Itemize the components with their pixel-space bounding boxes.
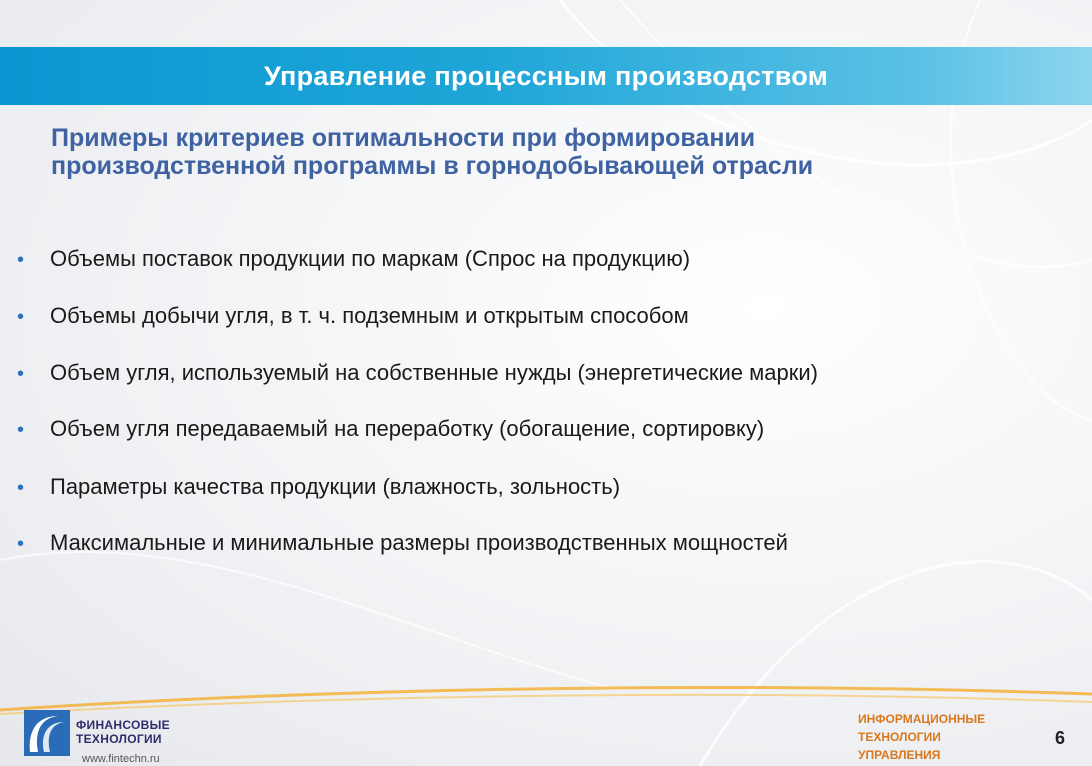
bullet-item	[17, 303, 689, 329]
bullet-item	[17, 360, 818, 386]
logo-text-line: ФИНАНСОВЫЕ	[76, 718, 170, 732]
bullet-item	[17, 474, 620, 500]
bullet-item	[17, 530, 788, 556]
bullet-dot-icon: •	[17, 363, 25, 385]
bullet-dot-icon: •	[17, 533, 25, 555]
page-number: 6	[1055, 728, 1066, 748]
title-bar	[0, 47, 1092, 105]
bullet-dot-icon: •	[17, 419, 25, 441]
slide-title: Управление процессным производством	[263, 60, 829, 91]
bullet-dot-icon: •	[17, 249, 25, 271]
bullet-dot-icon: •	[17, 306, 25, 328]
company-logo	[24, 708, 184, 764]
bullet-dot-icon: •	[17, 477, 25, 499]
logo-url: www.fintechn.ru	[82, 753, 160, 765]
fintechn-logo-icon	[24, 708, 74, 758]
bullet-text: Объемы добычи угля, в т. ч. подземным и открытым способом	[50, 303, 689, 328]
bullet-text: Объемы поставок продукции по маркам (Спрос на продукцию)	[50, 246, 691, 271]
bullet-item	[17, 416, 764, 442]
tagline-line: УПРАВЛЕНИЯ	[858, 748, 941, 762]
bullet-text: Объем угля передаваемый на переработку (обогащение, сортировку)	[50, 416, 765, 441]
bullet-item	[17, 246, 690, 272]
tagline-line: ТЕХНОЛОГИИ	[858, 730, 941, 744]
footer-tagline	[858, 710, 985, 764]
subtitle-line: Примеры критериев оптимальности при формировании	[51, 124, 756, 152]
bullet-text: Максимальные и минимальные размеры производственных мощностей	[50, 530, 788, 555]
bullet-text: Параметры качества продукции (влажность, зольность)	[50, 474, 621, 499]
subtitle-line: производственной программы в горнодобывающей отрасли	[51, 152, 814, 180]
logo-text-line: ТЕХНОЛОГИИ	[76, 732, 162, 746]
bullet-text: Объем угля, используемый на собственные нужды (энергетические марки)	[50, 360, 818, 385]
tagline-line: ИНФОРМАЦИОННЫЕ	[858, 712, 986, 726]
slide-subtitle	[51, 124, 1011, 180]
